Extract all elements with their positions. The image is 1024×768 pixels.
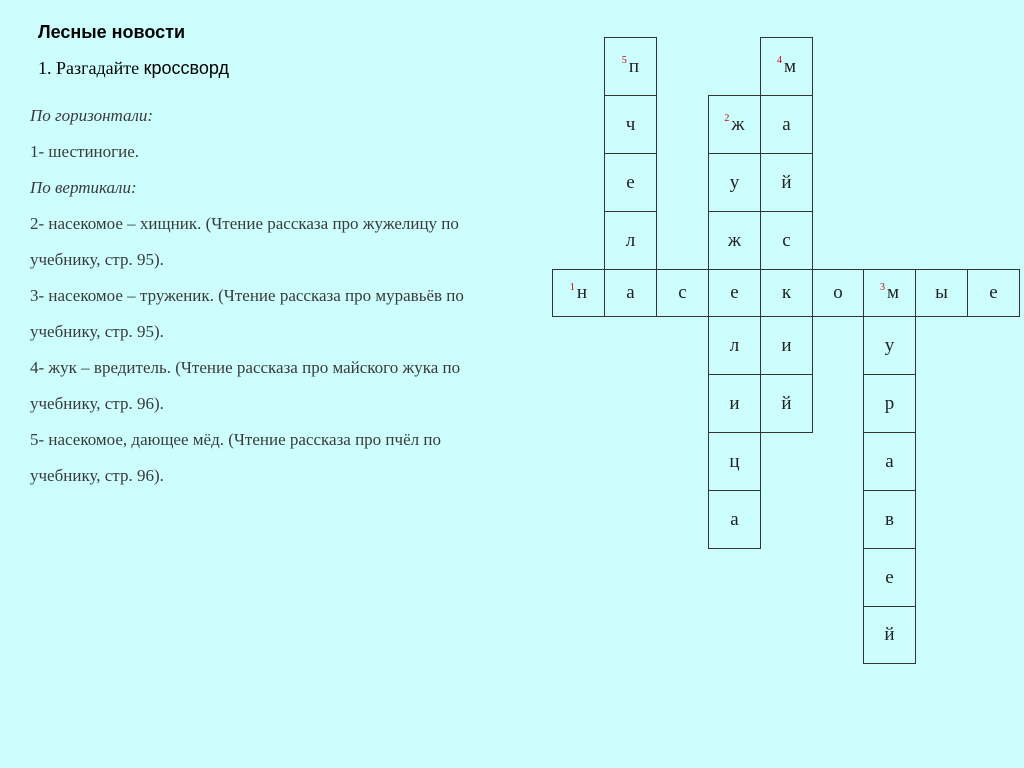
clues-list bbox=[30, 98, 550, 494]
crossword-cell bbox=[760, 211, 813, 270]
crossword-cell bbox=[760, 374, 813, 433]
crossword-cell bbox=[708, 490, 761, 549]
task-prefix: 1. Разгадайте bbox=[38, 58, 144, 78]
cell-letter: и bbox=[729, 392, 740, 414]
crossword-cell bbox=[604, 153, 657, 212]
cell-letter: у bbox=[884, 334, 895, 356]
crossword-cell bbox=[863, 374, 916, 433]
clue-across-1: 1- шестиногие. bbox=[30, 142, 140, 161]
crossword-cell bbox=[656, 269, 709, 317]
clue-down-5: 5- насекомое, дающее мёд. (Чтение рассказа про пчёл по bbox=[30, 430, 441, 449]
clue-number: 1 bbox=[569, 281, 575, 293]
clue-number: 3 bbox=[879, 281, 885, 293]
cell-letter: ч bbox=[625, 113, 636, 135]
crossword-cell bbox=[708, 95, 761, 154]
down-header: По вертикали: bbox=[30, 178, 137, 197]
crossword-cell bbox=[760, 269, 813, 317]
crossword-cell bbox=[863, 490, 916, 549]
cell-letter: м bbox=[783, 55, 797, 77]
crossword-cell bbox=[604, 95, 657, 154]
cell-letter: е bbox=[730, 282, 739, 303]
cell-letter: ы bbox=[935, 282, 948, 303]
cell-letter: й bbox=[781, 171, 792, 193]
across-header: По горизонтали: bbox=[30, 106, 154, 125]
clue-down-2: 2- насекомое – хищник. (Чтение рассказа про жужелицу по bbox=[30, 214, 459, 233]
cell-letter: а bbox=[782, 113, 791, 135]
crossword-cell bbox=[760, 37, 813, 96]
cell-letter: л bbox=[729, 334, 740, 356]
crossword-cell bbox=[915, 269, 968, 317]
cell-letter: м bbox=[886, 282, 900, 303]
clue-down-3: 3- насекомое – труженик. (Чтение рассказа про муравьёв по bbox=[30, 286, 464, 305]
task-instruction bbox=[38, 58, 229, 79]
crossword-cell bbox=[812, 269, 864, 317]
crossword-cell bbox=[708, 153, 761, 212]
cell-letter: и bbox=[781, 334, 792, 356]
task-keyword: кроссворд bbox=[143, 58, 229, 78]
crossword-cell bbox=[863, 316, 916, 375]
crossword-cell bbox=[863, 548, 916, 607]
clue-down-4: 4- жук – вредитель. (Чтение рассказа про майского жука по bbox=[30, 358, 461, 377]
crossword-cell bbox=[604, 211, 657, 270]
crossword-cell bbox=[604, 37, 657, 96]
cell-letter: о bbox=[833, 282, 843, 303]
crossword-cell bbox=[708, 432, 761, 491]
clue-down-2-ref: учебнику, стр. 95). bbox=[30, 250, 164, 269]
clue-down-4-ref: учебнику, стр. 96). bbox=[30, 394, 164, 413]
crossword-cell bbox=[708, 211, 761, 270]
cell-letter: ц bbox=[729, 450, 740, 472]
cell-letter: в bbox=[885, 508, 894, 530]
cell-letter: р bbox=[884, 392, 895, 414]
cell-letter: а bbox=[730, 508, 739, 530]
page-title: Лесные новости bbox=[38, 22, 186, 42]
crossword-cell bbox=[863, 269, 916, 317]
crossword-cell bbox=[708, 269, 761, 317]
cell-letter: п bbox=[628, 55, 640, 77]
cell-letter: й bbox=[884, 624, 895, 645]
cell-letter: у bbox=[729, 171, 740, 193]
crossword-cell bbox=[967, 269, 1020, 317]
cell-letter: а bbox=[626, 282, 635, 303]
crossword-cell bbox=[760, 316, 813, 375]
cell-letter: й bbox=[781, 392, 792, 414]
crossword-cell bbox=[863, 432, 916, 491]
cell-letter: ж bbox=[727, 229, 742, 251]
clue-number: 4 bbox=[776, 55, 782, 66]
cell-letter: с bbox=[678, 282, 687, 303]
cell-letter: н bbox=[576, 282, 588, 303]
crossword-cell bbox=[760, 153, 813, 212]
clue-down-5-ref: учебнику, стр. 96). bbox=[30, 466, 164, 485]
cell-letter: а bbox=[885, 450, 894, 472]
cell-letter: е bbox=[626, 171, 635, 193]
cell-letter: с bbox=[782, 229, 791, 251]
clue-down-3-ref: учебнику, стр. 95). bbox=[30, 322, 164, 341]
crossword-cell bbox=[708, 374, 761, 433]
clue-number: 2 bbox=[724, 113, 730, 124]
crossword-cell bbox=[552, 269, 605, 317]
crossword-cell bbox=[760, 95, 813, 154]
crossword-cell bbox=[708, 316, 761, 375]
crossword-cell bbox=[604, 269, 657, 317]
crossword-cell bbox=[863, 606, 916, 664]
cell-letter: е bbox=[989, 282, 998, 303]
clue-number: 5 bbox=[621, 55, 627, 66]
cell-letter: ж bbox=[731, 113, 745, 135]
cell-letter: е bbox=[885, 566, 894, 588]
cell-letter: к bbox=[781, 282, 792, 303]
cell-letter: л bbox=[625, 229, 636, 251]
